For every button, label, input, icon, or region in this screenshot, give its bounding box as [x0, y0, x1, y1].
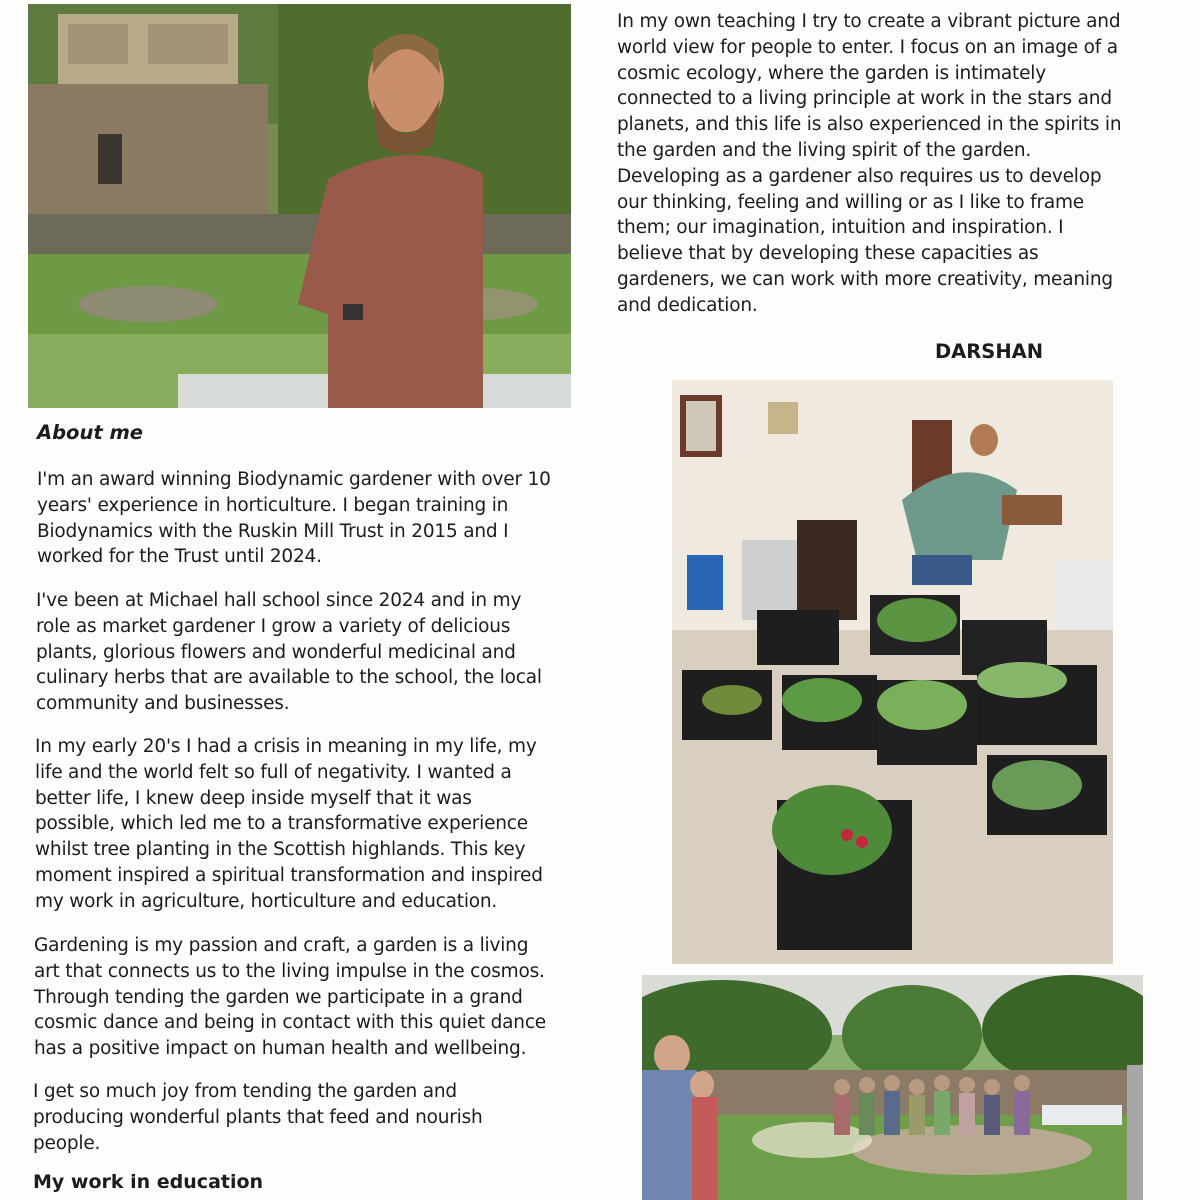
intro-paragraph: I'm an award winning Biodynamic gardener with over 10 years' experience in horticulture. I began training in Biodynamics with the Ruskin Mill Trust in 2015 and I worked for the Trust until 2024.: [37, 469, 551, 568]
early-life-paragraph: In my early 20's I had a crisis in meaning in my life, my life and the world felt so full of negativity. I wanted a better life, I knew deep inside myself that it was possible, which led me to a transformative experience whilst tree planting in the Scottish highlands. This key moment inspired a spiritual transformation and inspired my work in agriculture, horticulture and education.: [35, 736, 543, 912]
author-name: DARSHAN: [935, 340, 1044, 363]
about-me-heading: About me: [37, 421, 143, 444]
teaching-paragraph: In my own teaching I try to create a vibrant picture and world view for people to enter. I focus on an image of a cosmic ecology, where the garden is intimately connected to a living principle at work in the stars and planets, and this life is also experienced in the spirits in the garden and the living spirit of the garden. Developing as a gardener also requires us to develop our thinking, feeling and willing or as I like to frame them; our imagination, intuition and inspiration. I believe that by developing these capacities as gardeners, we can work with more creativity, meaning and dedication.: [617, 11, 1122, 316]
photo-market-produce: [672, 380, 1113, 964]
photo-gardener-portrait: [28, 4, 571, 408]
gardening-passion-paragraph: Gardening is my passion and craft, a garden is a living art that connects us to the living impulse in the cosmos. Through tending the garden we participate in a grand cosmic dance and being in contact with this quiet dance has a positive impact on human health and wellbeing.: [34, 935, 546, 1060]
joy-paragraph: I get so much joy from tending the garden and producing wonderful plants that feed and nourish people.: [33, 1081, 483, 1154]
photo-garden-group: [642, 975, 1143, 1200]
michael-hall-paragraph: I've been at Michael hall school since 2024 and in my role as market gardener I grow a variety of delicious plants, glorious flowers and wonderful medicinal and culinary herbs that are available to the school, the local community and businesses.: [36, 590, 542, 715]
education-heading: My work in education: [33, 1171, 264, 1193]
